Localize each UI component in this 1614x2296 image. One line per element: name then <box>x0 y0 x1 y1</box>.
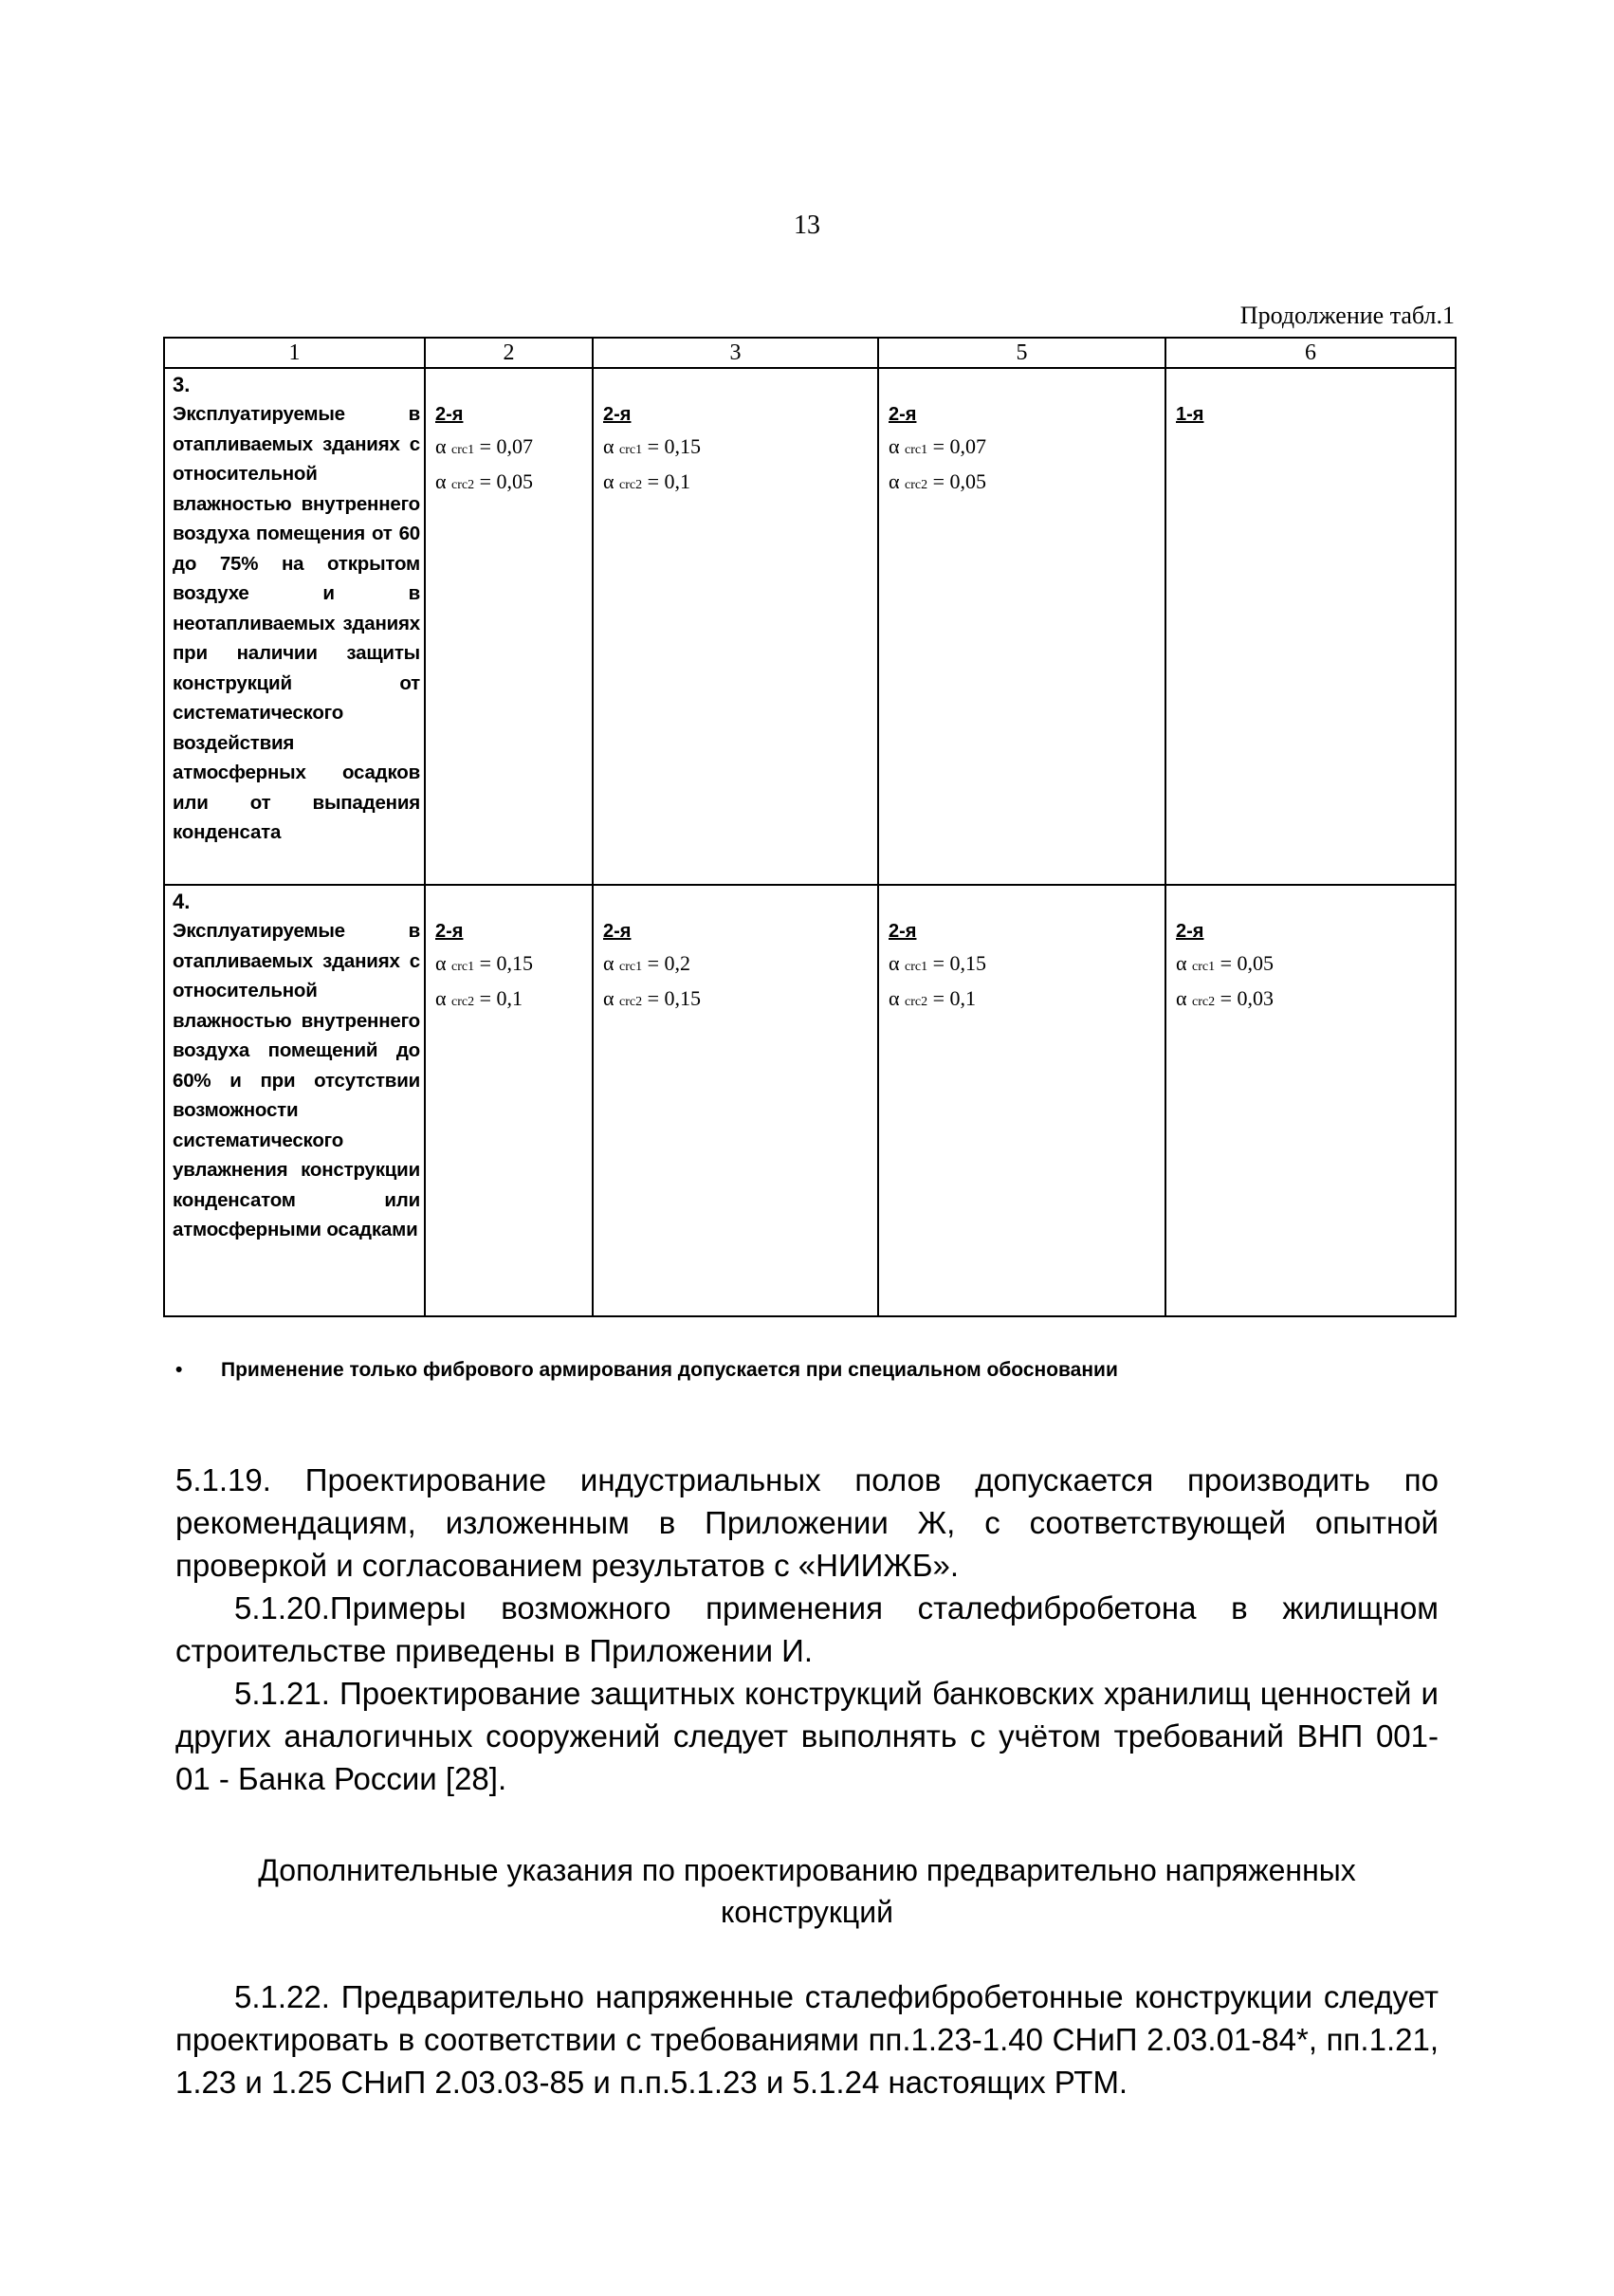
alpha-crc1-value: 0,2 <box>664 951 691 975</box>
equals-sign: = <box>1220 986 1233 1010</box>
subscript: crc2 <box>619 478 643 492</box>
body-section-2 <box>175 1975 1439 2103</box>
alpha-crc1-value: 0,07 <box>949 434 987 458</box>
alpha-crc1-value: 0,15 <box>496 951 534 975</box>
equals-sign: = <box>932 434 945 458</box>
subscript: crc1 <box>451 443 475 457</box>
row-description <box>164 368 425 885</box>
table-row <box>164 885 1456 1316</box>
subscript: crc2 <box>451 478 475 492</box>
equals-sign: = <box>1220 951 1233 975</box>
table-caption: Продолжение табл.1 <box>1239 302 1455 329</box>
alpha-crc1-value: 0,07 <box>496 434 534 458</box>
row-description <box>164 885 425 1316</box>
subscript: crc2 <box>905 478 928 492</box>
equals-sign: = <box>647 986 660 1010</box>
subscript: crc2 <box>619 995 643 1009</box>
row-number: 3. <box>173 373 191 396</box>
page-number: 13 <box>794 211 820 240</box>
alpha-symbol: α <box>435 434 447 458</box>
section-heading: Дополнительные указания по проектированию предварительно напряженных конструкций <box>258 1853 1356 1929</box>
crack-category: 2-я <box>603 404 632 425</box>
alpha-symbol: α <box>603 434 614 458</box>
table-cell <box>593 885 878 1316</box>
alpha-crc2-value: 0,1 <box>949 986 977 1010</box>
header-col-5: 5 <box>878 338 1165 368</box>
crack-resistance-table <box>163 337 1457 1317</box>
alpha-crc1-value: 0,15 <box>949 951 987 975</box>
subscript: crc2 <box>905 995 928 1009</box>
alpha-symbol: α <box>603 951 614 975</box>
row-description-text: Эксплуатируемые в отапливаемых зданиях с относительной влажностью внутреннего воздуха помещений до 60% и при отсутствии возможности систематического увлажнения конструкции конденсатом или атмосферными осадками <box>173 920 420 1240</box>
table-row <box>164 368 1456 885</box>
equals-sign: = <box>479 986 492 1010</box>
footnote-text: Применение только фибрового армирования допускается при специальном обосновании <box>221 1359 1118 1381</box>
crack-category: 2-я <box>889 921 917 942</box>
table-header-row <box>164 338 1456 368</box>
paragraph-5-1-20: 5.1.20.Примеры возможного применения сталефибробетона в жилищном строительстве приведены в Приложении И. <box>175 1590 1439 1668</box>
subscript: crc1 <box>451 960 475 974</box>
alpha-crc2-value: 0,1 <box>496 986 523 1010</box>
equals-sign: = <box>932 951 945 975</box>
equals-sign: = <box>647 469 660 493</box>
subscript: crc1 <box>1192 960 1216 974</box>
alpha-symbol: α <box>1176 951 1187 975</box>
subscript: crc1 <box>905 443 928 457</box>
table-cell <box>425 885 593 1316</box>
bullet-icon: • <box>175 1359 183 1381</box>
header-col-2: 2 <box>425 338 593 368</box>
subscript: crc1 <box>905 960 928 974</box>
alpha-crc2-value: 0,05 <box>496 469 534 493</box>
equals-sign: = <box>479 951 492 975</box>
equals-sign: = <box>932 986 945 1010</box>
alpha-crc2-value: 0,03 <box>1237 986 1275 1010</box>
row-number: 4. <box>173 890 191 913</box>
subscript: crc2 <box>451 995 475 1009</box>
table-cell <box>1165 885 1456 1316</box>
table-cell <box>425 368 593 885</box>
header-col-1: 1 <box>164 338 425 368</box>
alpha-symbol: α <box>1176 986 1187 1010</box>
header-col-3: 3 <box>593 338 878 368</box>
equals-sign: = <box>647 951 660 975</box>
crack-category: 2-я <box>435 404 464 425</box>
body-section <box>175 1459 1439 1800</box>
table-cell <box>1165 368 1456 885</box>
equals-sign: = <box>479 434 492 458</box>
crack-category: 2-я <box>1176 921 1204 942</box>
alpha-symbol: α <box>603 986 614 1010</box>
subscript: crc1 <box>619 960 643 974</box>
crack-category: 1-я <box>1176 404 1204 425</box>
equals-sign: = <box>647 434 660 458</box>
alpha-symbol: α <box>889 986 900 1010</box>
equals-sign: = <box>479 469 492 493</box>
paragraph-5-1-21: 5.1.21. Проектирование защитных конструкций банковских хранилищ ценностей и других аналогичных сооружений следует выполнять с учётом требований ВНП 001- 01 - Банка России [28]. <box>175 1676 1439 1796</box>
alpha-symbol: α <box>889 434 900 458</box>
equals-sign: = <box>932 469 945 493</box>
subscript: crc1 <box>619 443 643 457</box>
alpha-symbol: α <box>435 986 447 1010</box>
alpha-crc2-value: 0,05 <box>949 469 987 493</box>
header-col-6: 6 <box>1165 338 1456 368</box>
alpha-symbol: α <box>435 951 447 975</box>
alpha-crc2-value: 0,15 <box>664 986 702 1010</box>
table-cell <box>878 368 1165 885</box>
paragraph-5-1-19: 5.1.19. Проектирование индустриальных полов допускается производить по рекомендациям, изложенным в Приложении Ж, с соответствующей опытной проверкой и согласованием результатов с «НИИЖБ». <box>175 1462 1439 1583</box>
alpha-symbol: α <box>435 469 447 493</box>
alpha-symbol: α <box>889 951 900 975</box>
alpha-symbol: α <box>889 469 900 493</box>
alpha-symbol: α <box>603 469 614 493</box>
crack-category: 2-я <box>603 921 632 942</box>
paragraph-5-1-22: 5.1.22. Предварительно напряженные сталефибробетонные конструкции следует проектировать в соответствии с требованиями пп.1.23-1.40 СНиП 2.03.01-84*, пп.1.21, 1.23 и 1.25 СНиП 2.03.03-85 и п.п.5.1.23 и 5.1.24 настоящих РТМ. <box>175 1979 1439 2100</box>
alpha-crc1-value: 0,05 <box>1237 951 1275 975</box>
table-cell <box>593 368 878 885</box>
alpha-crc2-value: 0,1 <box>664 469 691 493</box>
crack-category: 2-я <box>889 404 917 425</box>
table-footnote <box>175 1359 1118 1382</box>
table-cell <box>878 885 1165 1316</box>
alpha-crc1-value: 0,15 <box>664 434 702 458</box>
crack-category: 2-я <box>435 921 464 942</box>
subscript: crc2 <box>1192 995 1216 1009</box>
row-description-text: Эксплуатируемые в отапливаемых зданиях с относительной влажностью внутреннего воздуха помещения от 60 до 75% на открытом воздухе и в неотапливаемых зданиях при наличии защиты конструкций от систематического воздействия атмосферных осадков или от выпадения конденсата <box>173 403 420 843</box>
